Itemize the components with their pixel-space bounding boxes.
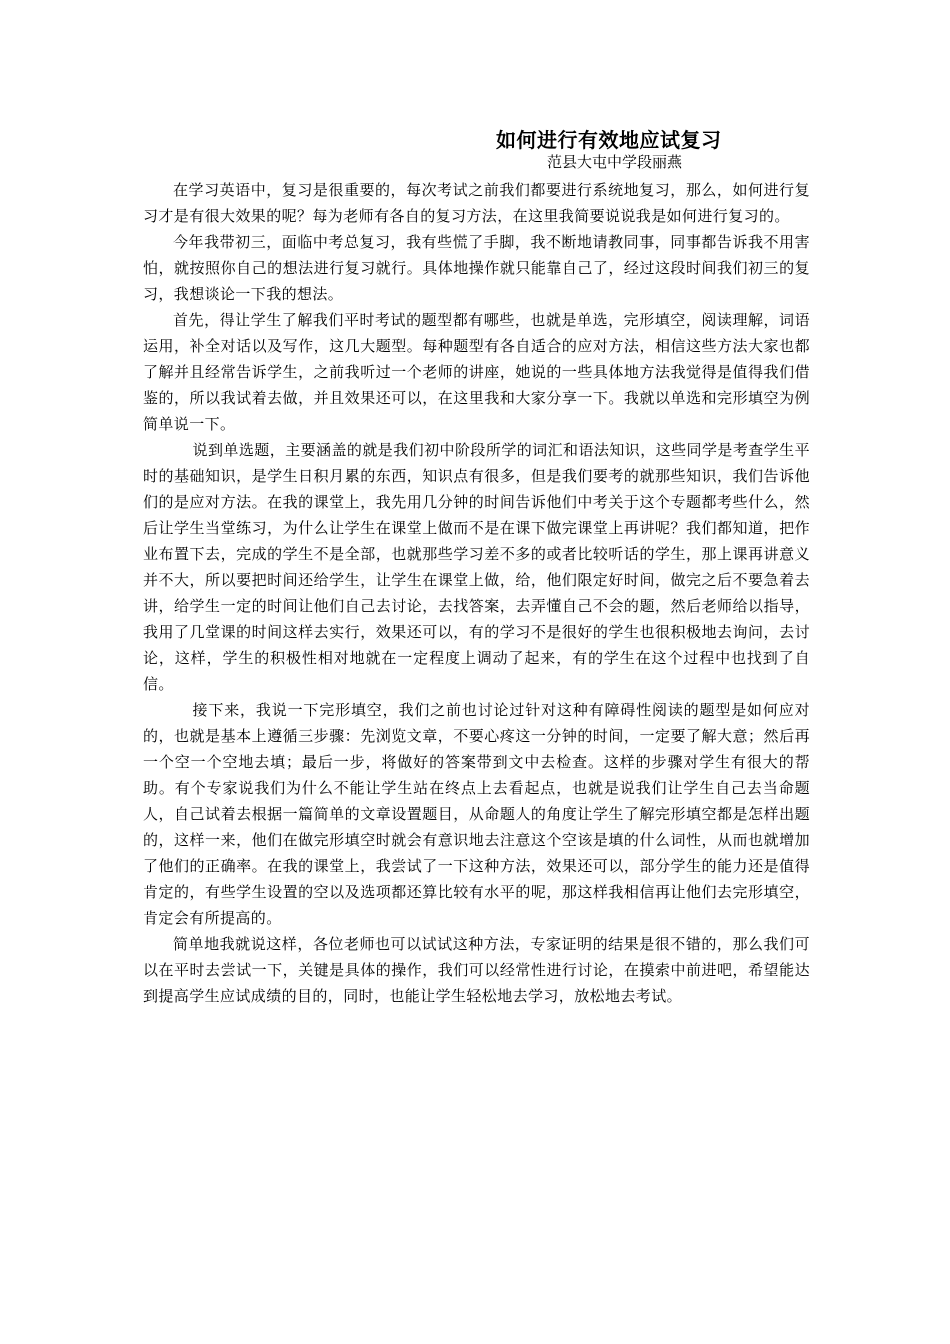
document-title: 如何进行有效地应试复习 [496, 128, 722, 152]
document-body [143, 177, 810, 1009]
paragraph-conclusion: 简单地我就说这样，各位老师也可以试试这种方法，专家证明的结果是很不错的，那么我们可以在平时去尝试一下，关键是具体的操作，我们可以经常性进行讨论，在摸索中前进吧，希望能达到提高学生应试成绩的目的，同时，也能让学生轻松地去学习，放松地去考试。 [143, 935, 810, 1005]
paragraph-background: 今年我带初三，面临中考总复习，我有些慌了手脚，我不断地请教同事，同事都告诉我不用害怕，就按照你自己的想法进行复习就行。具体地操作就只能靠自己了，经过这段时间我们初三的复习，我想谈论一下我的想法。 [143, 233, 810, 303]
document-author: 范县大屯中学段丽燕 [547, 153, 683, 171]
paragraph-question-types: 首先，得让学生了解我们平时考试的题型都有哪些，也就是单选，完形填空，阅读理解，词语运用，补全对话以及写作，这几大题型。每种题型有各自适合的应对方法，相信这些方法大家也都了解并且经常告诉学生，之前我听过一个老师的讲座，她说的一些具体地方法我觉得是值得我们借鉴的，所以我试着去做，并且效果还可以，在这里我和大家分享一下。我就以单选和完形填空为例简单说一下。 [143, 311, 810, 433]
paragraph-intro: 在学习英语中，复习是很重要的，每次考试之前我们都要进行系统地复习，那么，如何进行复习才是有很大效果的呢？每为老师有各自的复习方法，在这里我简要说说我是如何进行复习的。 [143, 181, 810, 225]
paragraph-single-choice: 说到单选题，主要涵盖的就是我们初中阶段所学的词汇和语法知识，这些同学是考查学生平时的基础知识，是学生日积月累的东西，知识点有很多，但是我们要考的就那些知识，我们告诉他们的是应对方法。在我的课堂上，我先用几分钟的时间告诉他们中考关于这个专题都考些什么，然后让学生当堂练习，为什么让学生在课堂上做而不是在课下做完课堂上再讲呢？我们都知道，把作业布置下去，完成的学生不是全部，也就那些学习差不多的或者比较听话的学生，那上课再讲意义并不大，所以要把时间还给学生，让学生在课堂上做，给，他们限定好时间，做完之后不要急着去讲，给学生一定的时间让他们自己去讨论，去找答案，去弄懂自己不会的题，然后老师给以指导，我用了几堂课的时间这样去实行，效果还可以，有的学习不是很好的学生也很积极地去询问，去讨论，这样，学生的积极性相对地就在一定程度上调动了起来，有的学生在这个过程中也找到了自信。 [143, 441, 810, 693]
paragraph-cloze: 接下来，我说一下完形填空，我们之前也讨论过针对这种有障碍性阅读的题型是如何应对的，也就是基本上遵循三步骤：先浏览文章，不要心疼这一分钟的时间，一定要了解大意；然后再一个空一个空地去填；最后一步，将做好的答案带到文中去检查。这样的步骤对学生有很大的帮助。有个专家说我们为什么不能让学生站在终点上去看起点，也就是说我们让学生自己去当命题人，自己试着去根据一篇简单的文章设置题目，从命题人的角度让学生了解完形填空都是怎样出题的，这样一来，他们在做完形填空时就会有意识地去注意这个空该是填的什么词性，从而也就增加了他们的正确率。在我的课堂上，我尝试了一下这种方法，效果还可以，部分学生的能力还是值得肯定的，有些学生设置的空以及选项都还算比较有水平的呢，那这样我相信再让他们去完形填空，肯定会有所提高的。 [143, 701, 810, 927]
